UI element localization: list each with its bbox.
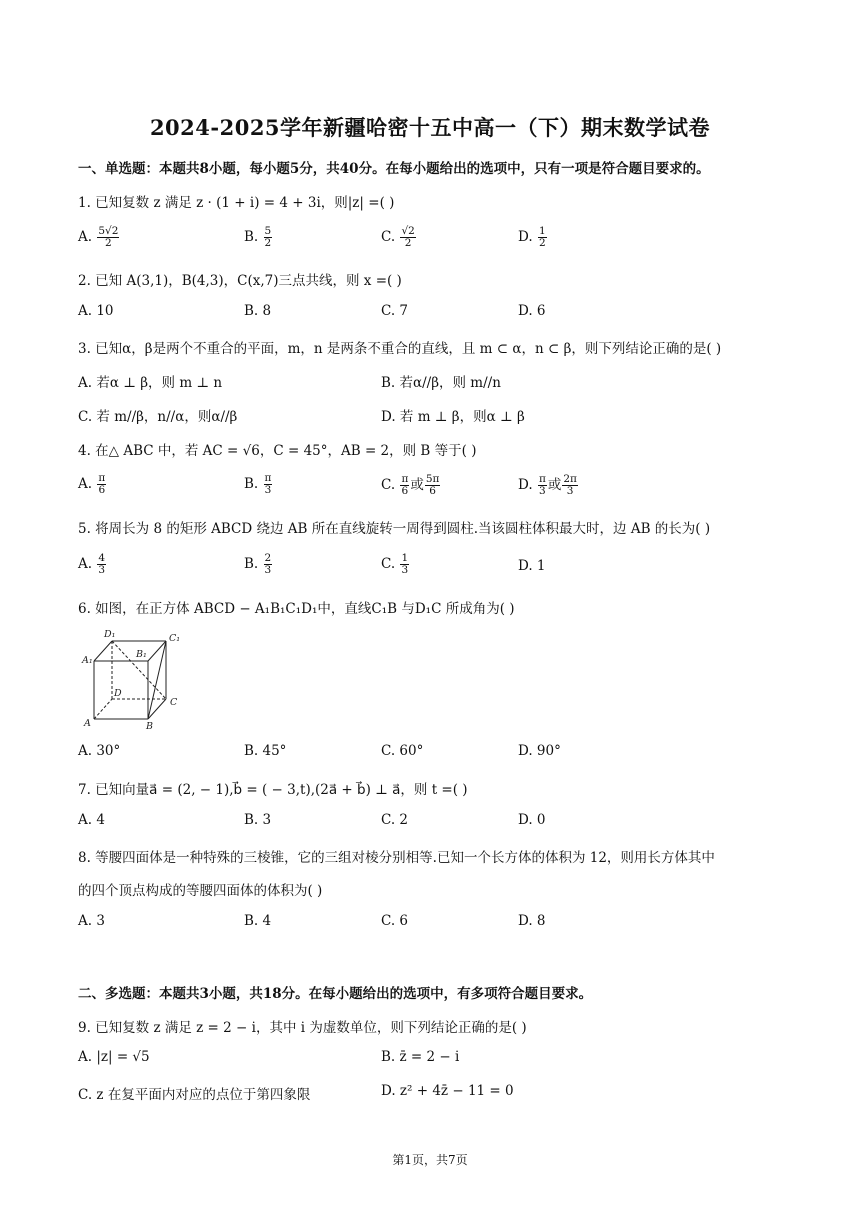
question-5-option-a xyxy=(78,553,107,576)
question-8-stem-line-1: 8. 等腰四面体是一种特殊的三棱锥，它的三组对棱分别相等.已知一个长方体的体积为 12，则用长方体其中 xyxy=(78,850,715,866)
page-title: 2024-2025学年新疆哈密十五中高一（下）期末数学试卷 xyxy=(149,115,711,140)
question-8-option-c: C. 6 xyxy=(381,913,409,929)
question-2-option-d: D. 6 xyxy=(518,303,546,319)
denominator: 3 xyxy=(264,564,272,576)
question-1-option-d xyxy=(518,226,548,249)
option-label: C. xyxy=(381,229,396,245)
numerator: 5 xyxy=(264,225,272,237)
denominator: 3 xyxy=(401,564,409,576)
page-footer: 第1页，共7页 xyxy=(392,1153,468,1167)
denominator: 2 xyxy=(404,237,412,249)
question-1-option-b xyxy=(244,226,273,249)
question-3-option-b: B. 若α//β，则 m//n xyxy=(381,375,501,391)
option-label: B. xyxy=(244,229,259,245)
numerator: √2 xyxy=(401,225,415,237)
question-5-option-d: D. 1 xyxy=(518,558,546,574)
cube-figure xyxy=(78,627,188,731)
question-1-option-c xyxy=(381,226,417,249)
question-2-option-c: C. 7 xyxy=(381,303,409,319)
question-4-option-a xyxy=(78,473,107,496)
question-3-stem: 3. 已知α，β是两个不重合的平面，m，n 是两条不重合的直线，且 m ⊂ α，n ⊂ β，则下列结论正确的是( ) xyxy=(78,341,722,357)
fraction xyxy=(538,474,547,497)
question-7-option-d: D. 0 xyxy=(518,812,546,828)
question-8-option-b: B. 4 xyxy=(244,913,272,929)
label-c1: C₁ xyxy=(169,633,181,644)
question-2-stem: 2. 已知 A(3,1)，B(4,3)，C(x,7)三点共线，则 x =( ) xyxy=(78,273,402,289)
edge-a-d xyxy=(94,699,112,719)
denominator: 6 xyxy=(401,485,409,497)
option-label: D. xyxy=(518,229,533,245)
option-label: A. xyxy=(78,229,93,245)
option-label: C. xyxy=(381,556,396,572)
numerator: 2π xyxy=(563,473,577,485)
numerator: 1 xyxy=(538,225,546,237)
fraction xyxy=(538,226,547,249)
or-word: 或 xyxy=(410,477,424,493)
question-7-option-a: A. 4 xyxy=(78,812,105,828)
question-5-option-b xyxy=(244,553,273,576)
question-3-option-a: A. 若α ⊥ β，则 m ⊥ n xyxy=(78,375,223,391)
question-3-option-d: D. 若 m ⊥ β，则α ⊥ β xyxy=(381,409,525,425)
numerator: 5π xyxy=(425,473,440,485)
fraction xyxy=(562,474,578,497)
numerator: π xyxy=(98,472,106,484)
question-8-stem-line-2: 的四个顶点构成的等腰四面体的体积为( ) xyxy=(78,883,323,899)
question-4-option-c xyxy=(381,473,441,497)
option-label: C. xyxy=(381,477,396,493)
question-9-option-d: D. z² + 4z̄ − 11 = 0 xyxy=(381,1083,514,1099)
fraction xyxy=(400,553,409,576)
option-label: B. xyxy=(244,476,259,492)
numerator: π xyxy=(538,473,546,485)
numerator: 4 xyxy=(98,552,106,564)
question-2-option-b: B. 8 xyxy=(244,303,272,319)
question-6-option-d: D. 90° xyxy=(518,743,561,759)
numerator: π xyxy=(401,473,409,485)
question-9-stem: 9. 已知复数 z 满足 z = 2 − i，其中 i 为虚数单位，则下列结论正确的是( ) xyxy=(78,1020,527,1036)
question-4-option-b xyxy=(244,473,273,496)
question-1-stem: 1. 已知复数 z 满足 z · (1 + i) = 4 + 3i，则|z| =( ) xyxy=(78,195,395,211)
denominator: 3 xyxy=(566,485,574,497)
edge-a1-d1 xyxy=(94,641,112,661)
option-label: A. xyxy=(78,476,93,492)
fraction xyxy=(425,474,441,497)
diagonal-c1-b xyxy=(148,641,166,719)
or-word: 或 xyxy=(547,477,562,493)
option-label: B. xyxy=(244,556,259,572)
denominator: 6 xyxy=(429,485,436,497)
question-9-option-a: A. |z| = √5 xyxy=(78,1049,150,1065)
label-c: C xyxy=(170,697,178,708)
numerator: π xyxy=(264,472,272,484)
question-9-option-c: C. z 在复平面内对应的点位于第四象限 xyxy=(78,1087,311,1103)
label-d: D xyxy=(114,688,122,699)
fraction xyxy=(97,553,106,576)
question-3-option-c: C. 若 m//β，n//α，则α//β xyxy=(78,409,238,425)
denominator: 3 xyxy=(264,484,272,496)
numerator: 2 xyxy=(264,552,272,564)
denominator: 3 xyxy=(539,485,546,497)
option-label: D. xyxy=(518,477,533,493)
section-multiple-choice-heading: 二、多选题：本题共3小题，共18分。在每小题给出的选项中，有多项符合题目要求。 xyxy=(78,986,593,1002)
fraction xyxy=(400,474,409,497)
numerator: 5√2 xyxy=(98,225,119,237)
label-d1: D₁ xyxy=(104,629,116,640)
question-8-option-d: D. 8 xyxy=(518,913,546,929)
denominator: 6 xyxy=(98,484,106,496)
label-a1: A₁ xyxy=(82,655,93,666)
question-6-stem: 6. 如图，在正方体 ABCD − A₁B₁C₁D₁中，直线C₁B 与D₁C 所成角为( ) xyxy=(78,601,515,617)
option-label: A. xyxy=(78,556,93,572)
question-7-option-c: C. 2 xyxy=(381,812,409,828)
question-7-option-b: B. 3 xyxy=(244,812,272,828)
denominator: 2 xyxy=(105,237,112,249)
question-6-option-c: C. 60° xyxy=(381,743,424,759)
question-4-stem: 4. 在△ ABC 中，若 AC = √6，C = 45°，AB = 2，则 B 等于( ) xyxy=(78,443,477,459)
section-single-choice-heading: 一、单选题：本题共8小题，每小题5分，共40分。在每小题给出的选项中，只有一项是符合题目要求的。 xyxy=(78,161,710,177)
denominator: 2 xyxy=(538,237,546,249)
fraction xyxy=(264,226,273,249)
question-5-option-c xyxy=(381,553,410,576)
denominator: 3 xyxy=(98,564,106,576)
fraction xyxy=(97,473,106,496)
question-9-option-b: B. z̄ = 2 − i xyxy=(381,1049,460,1065)
numerator: 1 xyxy=(401,552,409,564)
question-6-option-a: A. 30° xyxy=(78,743,121,759)
label-b: B xyxy=(146,721,153,731)
question-7-stem: 7. 已知向量a⃗ = (2, − 1),b⃗ = ( − 3,t),(2a⃗ + b⃗) ⊥ a⃗，则 t =( ) xyxy=(78,782,468,798)
label-a: A xyxy=(84,718,91,729)
question-4-option-d xyxy=(518,473,579,497)
fraction xyxy=(97,226,119,249)
question-5-stem: 5. 将周长为 8 的矩形 ABCD 绕边 AB 所在直线旋转一周得到圆柱.当该圆柱体积最大时，边 AB 的长为( ) xyxy=(78,521,711,537)
label-b1: B₁ xyxy=(136,649,147,660)
denominator: 2 xyxy=(264,237,272,249)
fraction xyxy=(400,226,415,249)
question-8-option-a: A. 3 xyxy=(78,913,105,929)
fraction xyxy=(264,553,273,576)
fraction xyxy=(264,473,273,496)
question-6-option-b: B. 45° xyxy=(244,743,287,759)
question-2-option-a: A. 10 xyxy=(78,303,114,319)
question-1-option-a xyxy=(78,226,120,249)
